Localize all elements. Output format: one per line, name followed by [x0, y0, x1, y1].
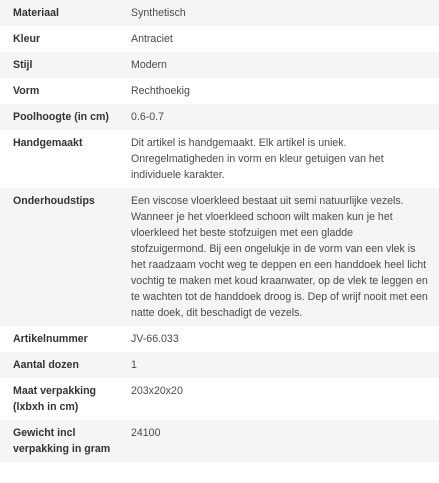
spec-value: 1 [120, 352, 439, 378]
spec-value: Modern [120, 52, 439, 78]
spec-row-style [0, 52, 439, 78]
spec-row-article-number [0, 326, 439, 352]
spec-row-package-size [0, 378, 439, 420]
spec-value: Synthetisch [120, 0, 439, 26]
spec-value: Een viscose vloerkleed bestaat uit semi natuurlijke vezels. Wanneer je het vloerkleed schoon wilt maken kun je het vloerkleed het beste stofzuigen met een gladde stofzuigermond. Bij een ongelukje in de vorm van een vlek is het raadzaam vocht weg te deppen en een handdoek heel licht vochtig te maken met koud kraanwater, op de vlek te leggen en te wachten tot de handdoek droog is. Dep of wrijf nooit met een natte doek, dit beschadigt de vezels. [120, 188, 439, 326]
spec-value: JV-66.033 [120, 326, 439, 352]
spec-row-shape [0, 78, 439, 104]
spec-label: Kleur [0, 26, 120, 52]
spec-label: Vorm [0, 78, 120, 104]
spec-value: Antraciet [120, 26, 439, 52]
spec-label: Stijl [0, 52, 120, 78]
spec-value: Rechthoekig [120, 78, 439, 104]
spec-value: 24100 [120, 420, 439, 462]
spec-label: Onderhoudstips [0, 188, 120, 326]
spec-label: Poolhoogte (in cm) [0, 104, 120, 130]
spec-label: Artikelnummer [0, 326, 120, 352]
spec-label: Aantal dozen [0, 352, 120, 378]
spec-row-material [0, 0, 439, 26]
spec-value: 0.6-0.7 [120, 104, 439, 130]
spec-row-handmade [0, 130, 439, 188]
spec-label: Gewicht incl verpakking in gram [0, 420, 120, 462]
spec-label: Handgemaakt [0, 130, 120, 188]
spec-label: Materiaal [0, 0, 120, 26]
spec-row-weight [0, 420, 439, 462]
spec-value: Dit artikel is handgemaakt. Elk artikel is uniek. Onregelmatigheden in vorm en kleur getuigen van het individuele karakter. [120, 130, 439, 188]
spec-row-box-count [0, 352, 439, 378]
spec-label: Maat verpakking (lxbxh in cm) [0, 378, 120, 420]
spec-row-pile-height [0, 104, 439, 130]
spec-row-color [0, 26, 439, 52]
spec-value: 203x20x20 [120, 378, 439, 420]
spec-row-care-tips [0, 188, 439, 326]
